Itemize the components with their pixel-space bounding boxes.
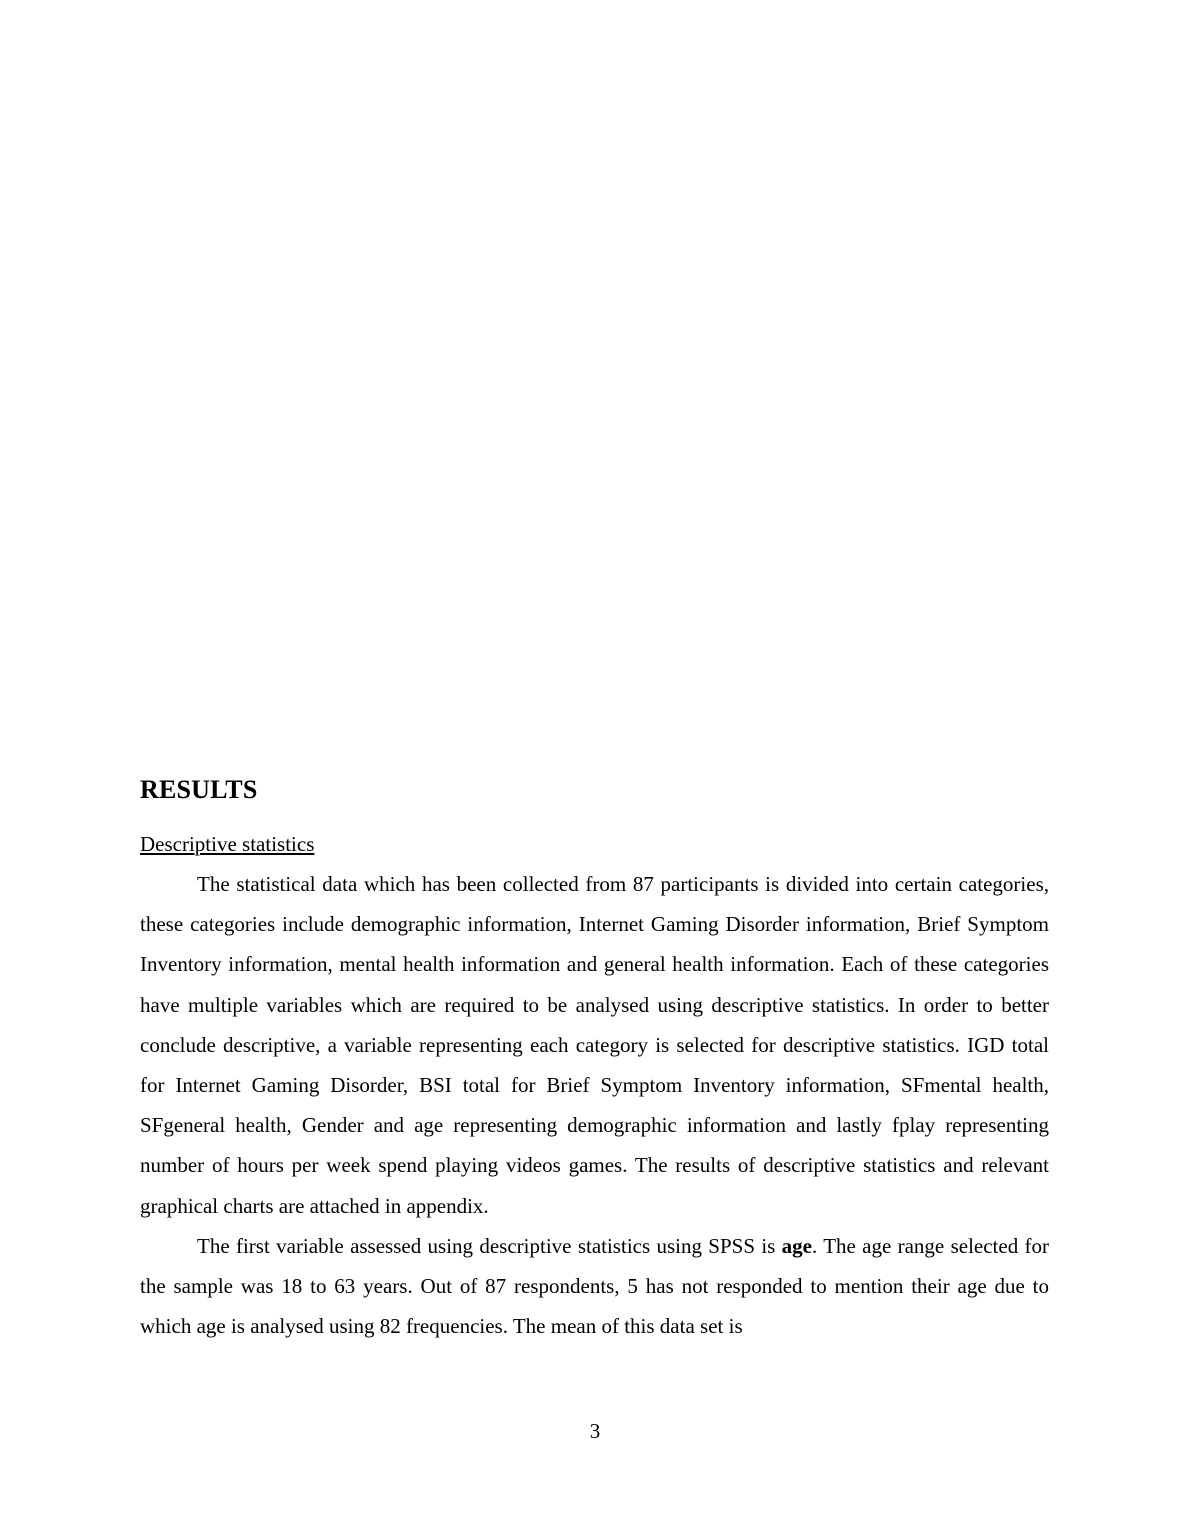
paragraph-2-text-end: . The age range selected for the sample was 18 to 63 years. Out of 87 respondents, 5 has not responded to mention their age due to which age is analysed using 82 frequencies. The mean of this data set is (140, 1233, 1050, 1339)
body-paragraph-2 (140, 1226, 1049, 1347)
bold-term-age: age (781, 1233, 812, 1258)
paragraph-2-text-start: The first variable assessed using descriptive statistics using SPSS is (197, 1233, 782, 1258)
page-number: 3 (589, 1419, 601, 1443)
subsection-heading: Descriptive statistics (140, 832, 315, 856)
body-paragraph-1: The statistical data which has been collected from 87 participants is divided into certain categories, these categories include demographic information, Internet Gaming Disorder information, Brief Symptom Inventory information, mental health information and general health information. Each of these categories have multiple variables which are required to be analysed using descriptive statistics. In order to better conclude descriptive, a variable representing each category is selected for descriptive statistics. IGD total for Internet Gaming Disorder, BSI total for Brief Symptom Inventory information, SFmental health, SFgeneral health, Gender and age representing demographic information and lastly fplay representing number of hours per week spend playing videos games. The results of descriptive statistics and relevant graphical charts are attached in appendix. (140, 872, 1049, 1218)
results-section (140, 773, 1049, 1346)
section-heading: RESULTS (140, 775, 258, 804)
